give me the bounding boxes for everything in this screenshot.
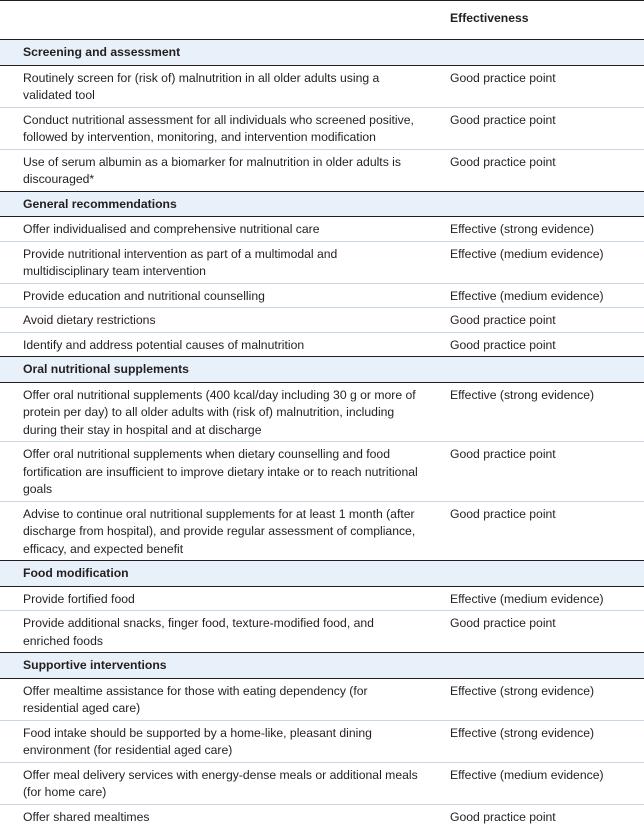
table-row <box>0 502 644 562</box>
table-row <box>0 108 644 150</box>
effectiveness-cell: Effective (strong evidence) <box>427 387 644 440</box>
recommendation-cell: Provide additional snacks, finger food, texture-modified food, and enriched foods <box>0 615 427 650</box>
effectiveness-cell: Good practice point <box>427 70 644 105</box>
recommendation-cell: Provide fortified food <box>0 591 427 609</box>
table-row <box>0 383 644 443</box>
recommendation-cell: Offer oral nutritional supplements when dietary counselling and food fortification are insufficient to improve dietary intake or to reach nutritional goals <box>0 446 427 499</box>
effectiveness-cell: Good practice point <box>427 312 644 330</box>
table-body <box>0 39 644 828</box>
header-recommendation <box>0 1 427 39</box>
recommendation-cell: Offer meal delivery services with energy-dense meals or additional meals (for home care) <box>0 767 427 802</box>
table-row <box>0 721 644 763</box>
header-effectiveness: Effectiveness <box>427 1 644 39</box>
effectiveness-cell: Good practice point <box>427 337 644 355</box>
effectiveness-cell: Effective (medium evidence) <box>427 591 644 609</box>
effectiveness-cell: Effective (strong evidence) <box>427 221 644 239</box>
table-header <box>0 1 644 40</box>
effectiveness-cell: Effective (strong evidence) <box>427 683 644 718</box>
effectiveness-cell: Effective (medium evidence) <box>427 246 644 281</box>
table-row <box>0 150 644 192</box>
recommendation-cell: Food intake should be supported by a home-like, pleasant dining environment (for residential aged care) <box>0 725 427 760</box>
table-row <box>0 217 644 242</box>
recommendation-cell: Provide nutritional intervention as part of a multimodal and multidisciplinary team intervention <box>0 246 427 281</box>
table-row <box>0 284 644 309</box>
recommendation-cell: Conduct nutritional assessment for all individuals who screened positive, followed by intervention, monitoring, and intervention modification <box>0 112 427 147</box>
section-header: General recommendations <box>0 191 644 218</box>
effectiveness-cell: Good practice point <box>427 506 644 559</box>
recommendation-cell: Provide education and nutritional counselling <box>0 288 427 306</box>
effectiveness-cell: Good practice point <box>427 446 644 499</box>
effectiveness-cell: Good practice point <box>427 112 644 147</box>
table-row <box>0 679 644 721</box>
table-row <box>0 611 644 653</box>
section-header: Food modification <box>0 560 644 587</box>
recommendation-cell: Identify and address potential causes of malnutrition <box>0 337 427 355</box>
recommendation-cell: Avoid dietary restrictions <box>0 312 427 330</box>
table-row <box>0 763 644 805</box>
effectiveness-cell: Effective (strong evidence) <box>427 725 644 760</box>
table-row <box>0 587 644 612</box>
table-row <box>0 333 644 358</box>
recommendation-cell: Offer shared mealtimes <box>0 809 427 827</box>
section-header: Supportive interventions <box>0 652 644 679</box>
recommendation-cell: Advise to continue oral nutritional supplements for at least 1 month (after discharge from hospital), and provide regular assessment of compliance, efficacy, and expected benefit <box>0 506 427 559</box>
effectiveness-cell: Effective (medium evidence) <box>427 288 644 306</box>
effectiveness-cell: Effective (medium evidence) <box>427 767 644 802</box>
effectiveness-cell: Good practice point <box>427 615 644 650</box>
table-row <box>0 442 644 502</box>
table-row <box>0 242 644 284</box>
effectiveness-cell: Good practice point <box>427 809 644 827</box>
table-row <box>0 805 644 828</box>
recommendation-cell: Offer mealtime assistance for those with eating dependency (for residential aged care) <box>0 683 427 718</box>
section-header: Oral nutritional supplements <box>0 356 644 383</box>
recommendation-cell: Use of serum albumin as a biomarker for malnutrition in older adults is discouraged* <box>0 154 427 189</box>
table-row <box>0 66 644 108</box>
recommendation-cell: Routinely screen for (risk of) malnutrition in all older adults using a validated tool <box>0 70 427 105</box>
recommendation-cell: Offer individualised and comprehensive nutritional care <box>0 221 427 239</box>
section-header: Screening and assessment <box>0 39 644 66</box>
recommendation-cell: Offer oral nutritional supplements (400 kcal/day including 30 g or more of protein per day) to all older adults with (risk of) malnutrition, including during their stay in hospital and at discharge <box>0 387 427 440</box>
table-row <box>0 308 644 333</box>
effectiveness-cell: Good practice point <box>427 154 644 189</box>
